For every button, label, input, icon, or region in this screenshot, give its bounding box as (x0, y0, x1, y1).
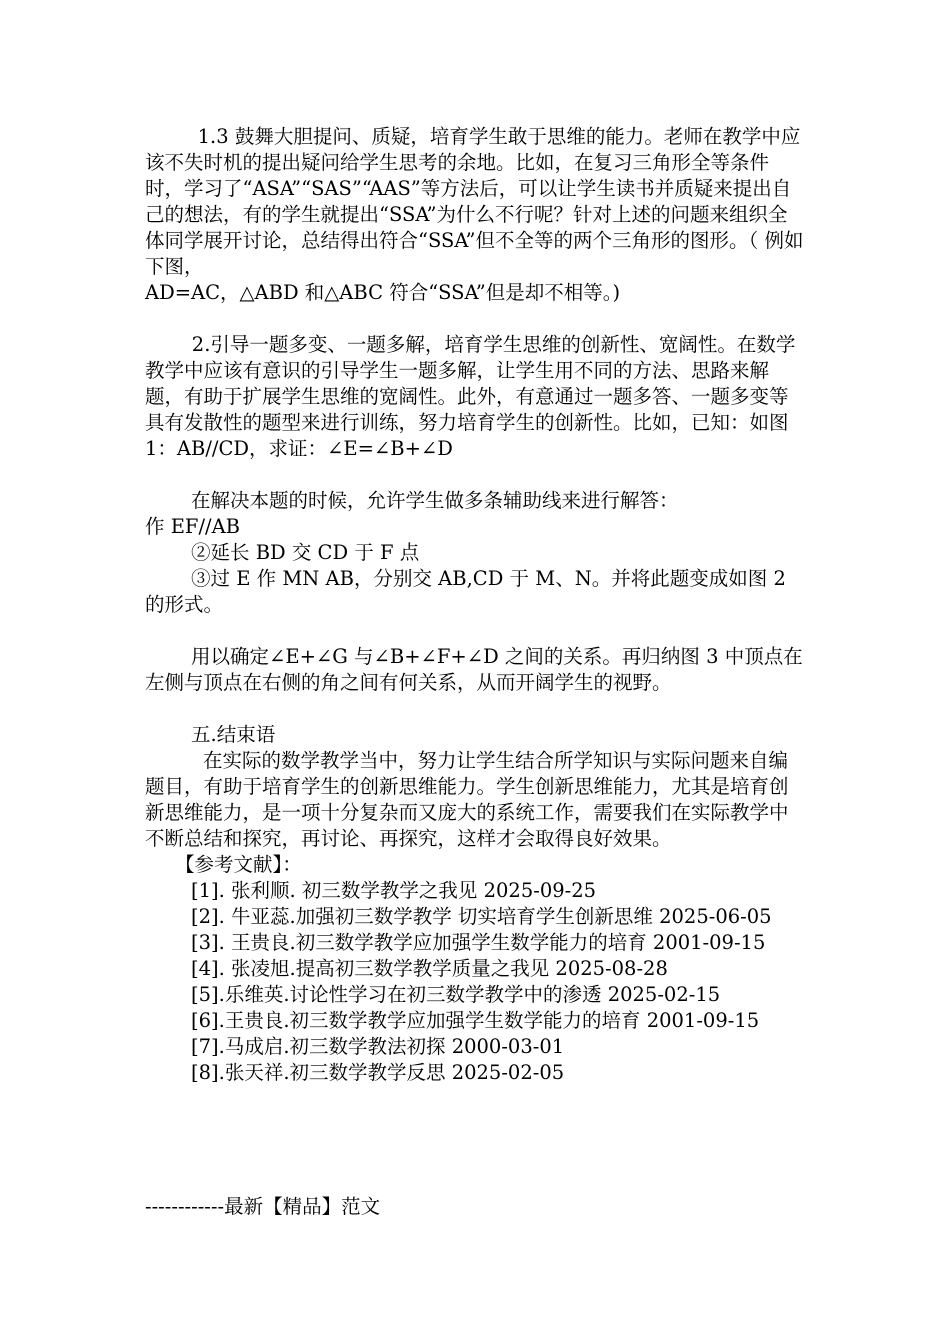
reference-item: [6].王贵良.初三数学教学应加强学生数学能力的培育 2001-09-15 (191, 1009, 760, 1032)
solution-step-1: 作 EF//AB (145, 515, 241, 538)
reference-item: [2]. 牛亚蕊.加强初三数学教学 切实培育学生创新思维 2025-06-05 (191, 905, 772, 928)
paragraph-angle-relation: 用以确定∠E+∠G 与∠B+∠F+∠D 之间的关系。再归纳图 3 中顶点在左侧与顶点在右侧的角之间有何关系，从而开阔学生的视野。 (145, 645, 803, 694)
solution-step-2: ②延长 BD 交 CD 于 F 点 (191, 541, 420, 564)
paragraph-multiple-solutions: 2.引导一题多变、一题多解，培育学生思维的创新性、宽阔性。在数学教学中应该有意识的引导学生一题多解，让学生用不同的方法、思路来解题，有助于扩展学生思维的宽阔性。此外，有意通过一题多答、一题多变等具有发散性的题型来进行训练，努力培育学生的创新性。比如，已知：如图 1：AB//CD，求证：∠E=∠B+∠D (145, 333, 796, 460)
document-body (145, 124, 807, 1086)
references-title: 【参考文献】： (175, 853, 302, 876)
paragraph-questioning-end: AD=AC，△ABD 和△ABC 符合“SSA”但是却不相等。) (145, 281, 621, 304)
footer-banner: ------------最新【精品】范文 (145, 1195, 381, 1218)
reference-item: [4]. 张凌旭.提高初三数学教学质量之我见 2025-08-28 (191, 957, 668, 980)
spacer (145, 618, 807, 644)
spacer (145, 696, 807, 722)
reference-item: [5].乐维英.讨论性学习在初三数学教学中的渗透 2025-02-15 (191, 983, 721, 1006)
reference-item: [8].张天祥.初三数学教学反思 2025-02-05 (191, 1061, 565, 1084)
solution-intro: 在解决本题的时候，允许学生做多条辅助线来进行解答： (191, 489, 679, 512)
reference-item: [7].马成启.初三数学教法初探 2000-03-01 (191, 1035, 565, 1058)
reference-item: [3]. 王贵良.初三数学教学应加强学生数学能力的培育 2001-09-15 (191, 931, 766, 954)
paragraph-questioning: 1.3 鼓舞大胆提问、质疑，培育学生敢于思维的能力。老师在教学中应该不失时机的提出疑问给学生思考的余地。比如，在复习三角形全等条件时，学习了“ASA”“SAS”“AAS”等方法后，可以让学生读书并质疑来提出自己的想法，有的学生就提出“SSA”为什么不行呢？针对上述的问题来组织全体同学展开讨论，总结得出符合“SSA”但不全等的两个三角形的图形。（ 例如下图， (145, 125, 804, 278)
solution-step-3: ③过 E 作 MN AB，分别交 AB,CD 于 M、N。并将此题变成如图 2 的形式。 (145, 567, 786, 616)
section-title-conclusion: 五.结束语 (191, 723, 276, 746)
reference-item: [1]. 张利顺. 初三数学教学之我见 2025-09-25 (191, 879, 597, 902)
spacer (145, 462, 807, 488)
references-list (145, 878, 807, 1086)
spacer (145, 306, 807, 332)
paragraph-conclusion: 在实际的数学教学当中，努力让学生结合所学知识与实际问题来自编题目，有助于培育学生的创新思维能力。学生创新思维能力，尤其是培育创新思维能力，是一项十分复杂而又庞大的系统工作，需要我们在实际教学中不断总结和探究，再讨论、再探究，这样才会取得良好效果。 (145, 749, 789, 850)
